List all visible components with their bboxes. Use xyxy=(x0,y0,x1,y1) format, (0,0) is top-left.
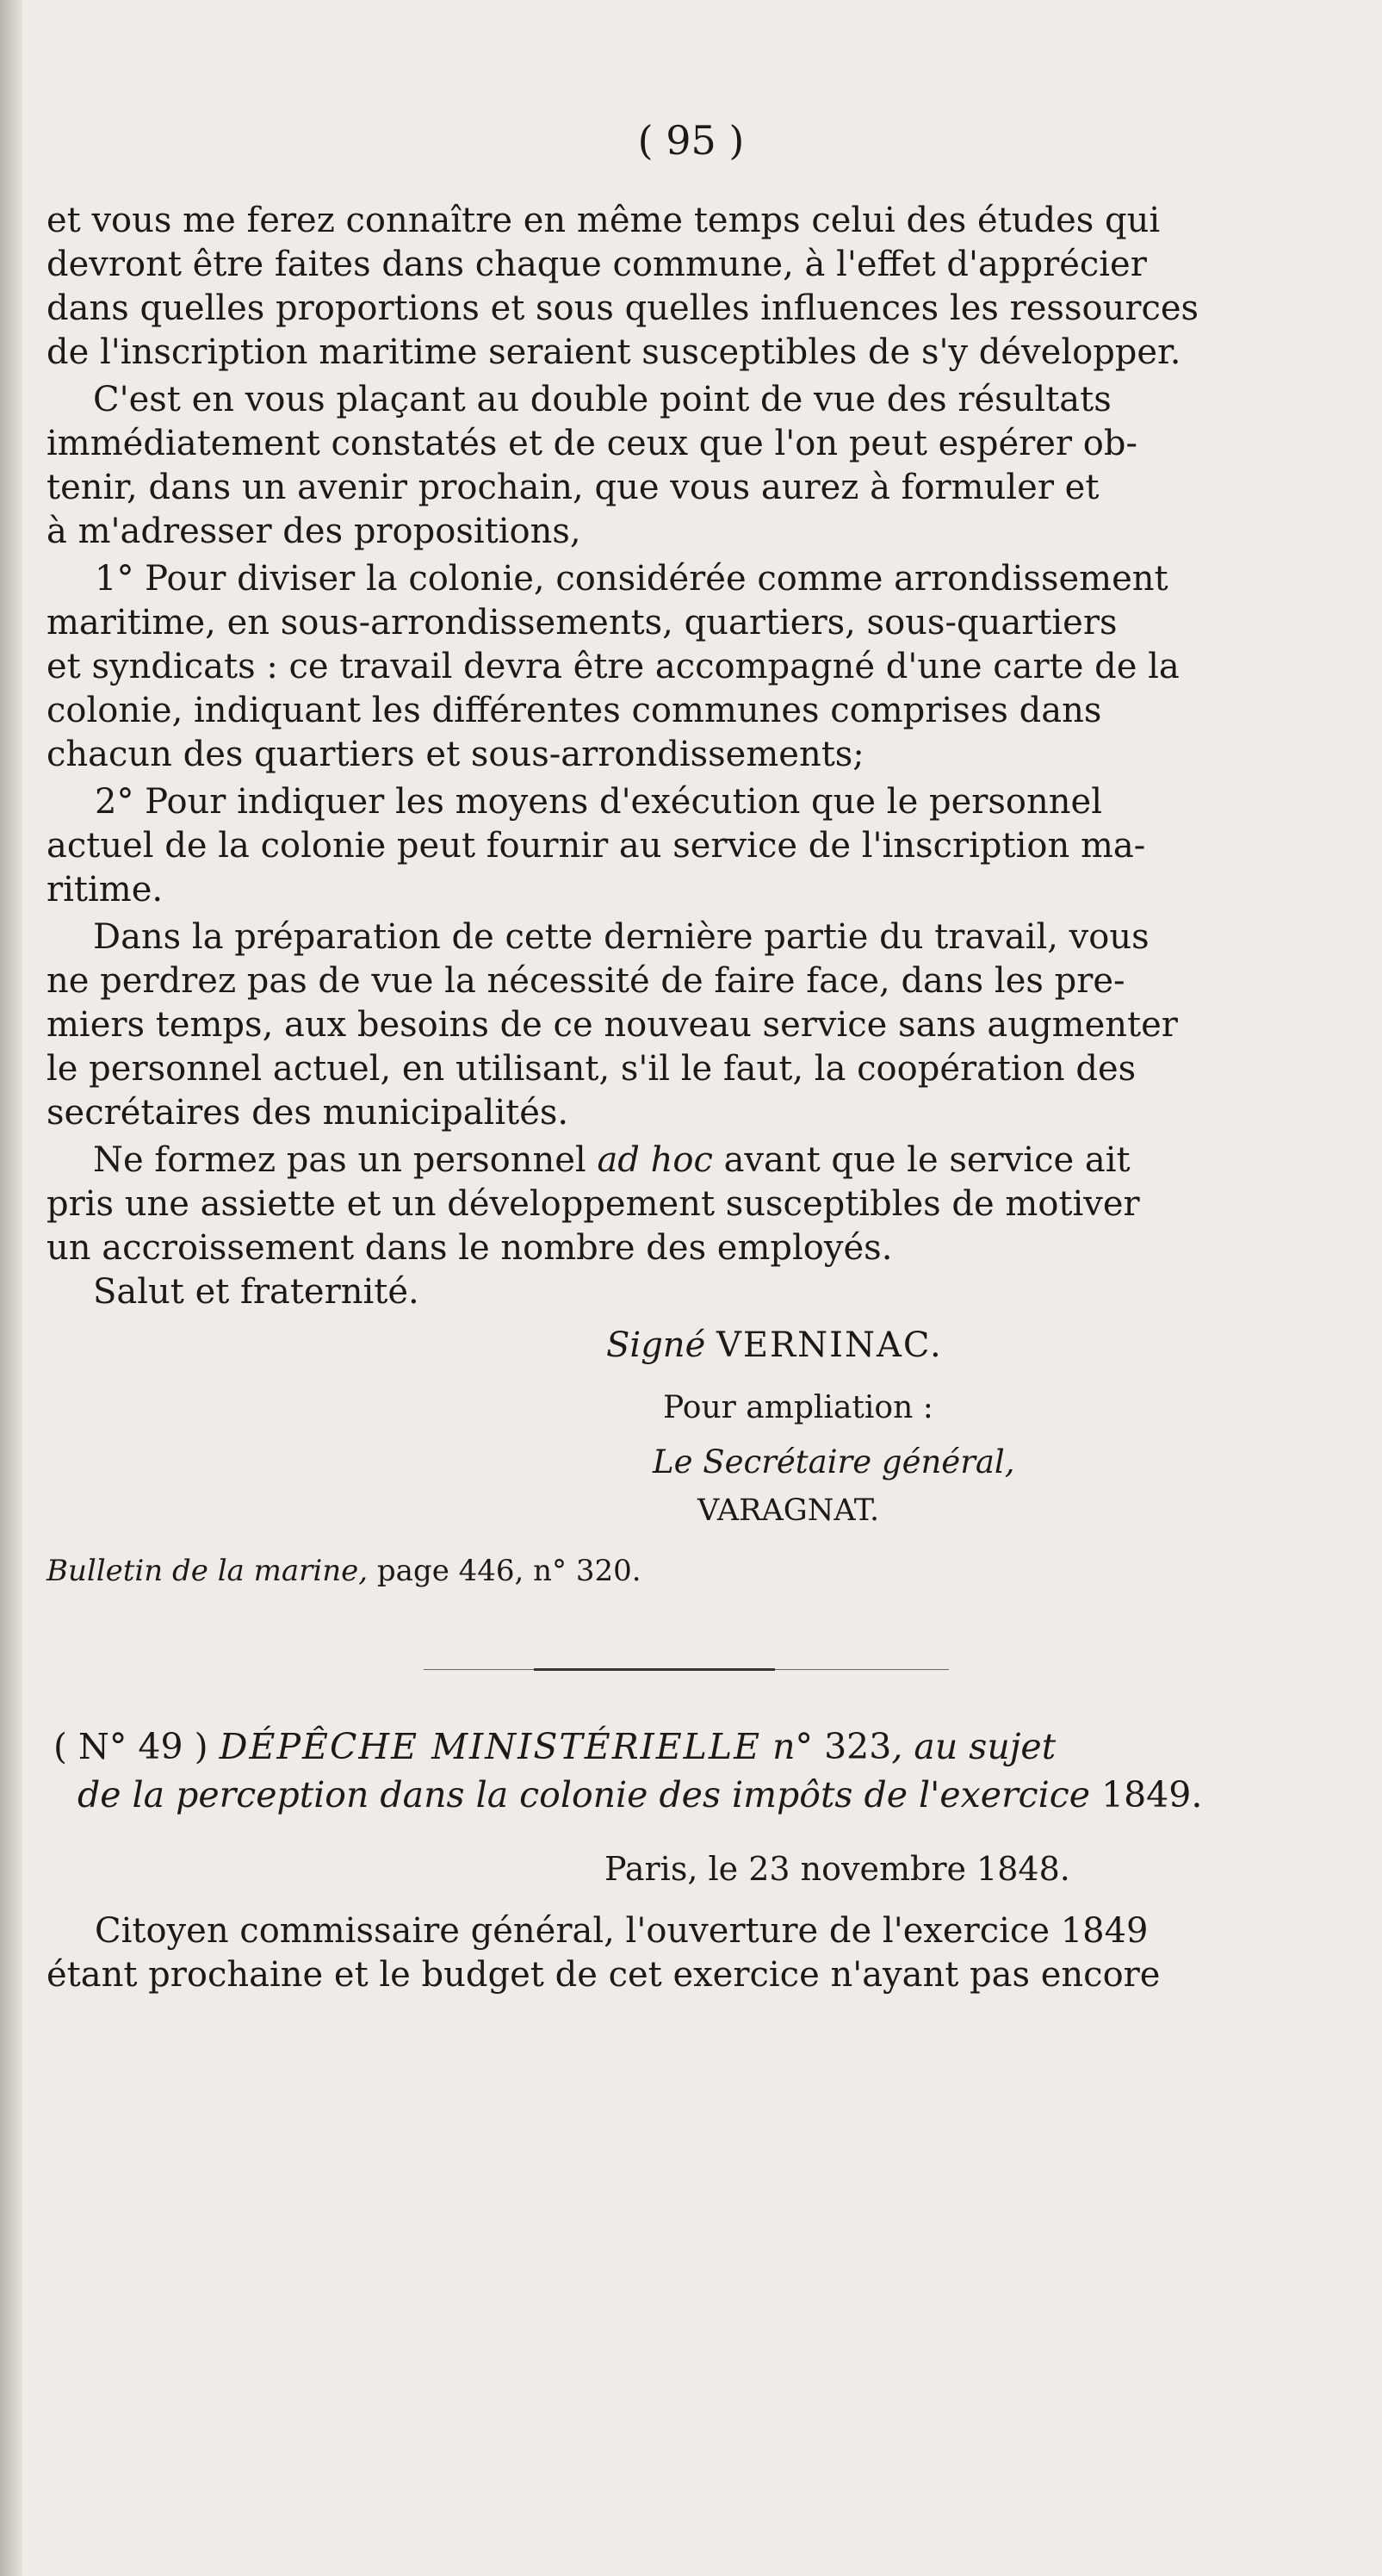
section-heading-line-1 xyxy=(53,1726,1056,1767)
text-line: 1° Pour diviser la colonie, considérée comme arrondissement xyxy=(95,559,1168,599)
text-line: étant prochaine et le budget de cet exercice n'ayant pas encore xyxy=(46,1955,1161,1995)
dispatch-number: ( N° 49 ) xyxy=(53,1726,220,1767)
dispatch-title: DÉPÊCHE MINISTÉRIELLE xyxy=(219,1726,762,1767)
text-line: chacun des quartiers et sous-arrondissements; xyxy=(46,735,865,774)
text-line: colonie, indiquant les différentes communes comprises dans xyxy=(46,691,1102,730)
text-line: immédiatement constatés et de ceux que l'on peut espérer ob- xyxy=(46,424,1137,463)
text-line: Citoyen commissaire général, l'ouverture de l'exercice 1849 xyxy=(95,1911,1149,1951)
dispatch-year: 1849. xyxy=(1089,1774,1203,1816)
text-line: miers temps, aux besoins de ce nouveau service sans augmenter xyxy=(46,1005,1178,1045)
text-line: un accroissement dans le nombre des employés. xyxy=(46,1228,893,1268)
text-line: tenir, dans un avenir prochain, que vous aurez à formuler et xyxy=(46,468,1100,507)
dispatch-no-value: 323 xyxy=(824,1726,892,1767)
dispatch-subject: de la perception dans la colonie des impôts de l'exercice xyxy=(77,1774,1090,1816)
dispatch-no-label: n° xyxy=(761,1726,825,1767)
text-line xyxy=(93,1139,1131,1181)
bulletin-page: page 446, n° 320. xyxy=(368,1554,641,1588)
text-line: 2° Pour indiquer les moyens d'exécution que le personnel xyxy=(95,782,1102,822)
text-line: le personnel actuel, en utilisant, s'il le faut, la coopération des xyxy=(46,1049,1137,1089)
text-line: de l'inscription maritime seraient susceptibles de s'y développer. xyxy=(46,332,1181,372)
text-run: avant que le service ait xyxy=(712,1140,1131,1180)
bulletin-title: Bulletin de la marine, xyxy=(46,1554,369,1588)
text-line: et syndicats : ce travail devra être accompagné d'une carte de la xyxy=(46,647,1180,686)
signatory-name: VERNINAC. xyxy=(716,1325,943,1365)
text-run: Ne formez pas un personnel xyxy=(93,1140,598,1180)
secretary-title-text: Le Secrétaire général, xyxy=(653,1443,1015,1480)
text-line: dans quelles proportions et sous quelles influences les ressources xyxy=(46,289,1199,328)
ampliation-label: Pour ampliation : xyxy=(663,1390,933,1425)
text-line: pris une assiette et un développement susceptibles de motiver xyxy=(46,1184,1140,1224)
text-line: et vous me ferez connaître en même temps celui des études qui xyxy=(46,201,1161,240)
text-line: Dans la préparation de cette dernière partie du travail, vous xyxy=(93,917,1150,957)
text-line: maritime, en sous-arrondissements, quartiers, sous-quartiers xyxy=(46,603,1118,642)
text-line: devront être faites dans chaque commune, à l'effet d'apprécier xyxy=(46,245,1147,284)
italic-term: ad hoc xyxy=(597,1140,713,1180)
text-line: C'est en vous plaçant au double point de vue des résultats xyxy=(93,380,1112,419)
bulletin-reference xyxy=(46,1550,641,1592)
signature-line xyxy=(606,1325,943,1366)
text-line: actuel de la colonie peut fournir au service de l'inscription ma- xyxy=(46,826,1146,866)
text-line: secrétaires des municipalités. xyxy=(46,1093,569,1133)
text-line: ne perdrez pas de vue la nécessité de faire face, dans les pre- xyxy=(46,961,1125,1001)
dispatch-subject-start: , au sujet xyxy=(891,1726,1057,1767)
secretary-name: VARAGNAT. xyxy=(697,1493,880,1528)
place-date: Paris, le 23 novembre 1848. xyxy=(604,1850,1070,1888)
text-line: à m'adresser des propositions, xyxy=(46,512,581,551)
text-line: ritime. xyxy=(46,870,164,909)
section-heading-line-2 xyxy=(77,1774,1202,1816)
page-number: ( 95 ) xyxy=(637,117,745,164)
secretary-title xyxy=(653,1442,1015,1483)
signe-label: Signé xyxy=(606,1325,706,1365)
separator-rule-thick xyxy=(534,1668,775,1671)
closing-salutation: Salut et fraternité. xyxy=(93,1272,419,1312)
page-edge-shadow xyxy=(0,0,22,2576)
